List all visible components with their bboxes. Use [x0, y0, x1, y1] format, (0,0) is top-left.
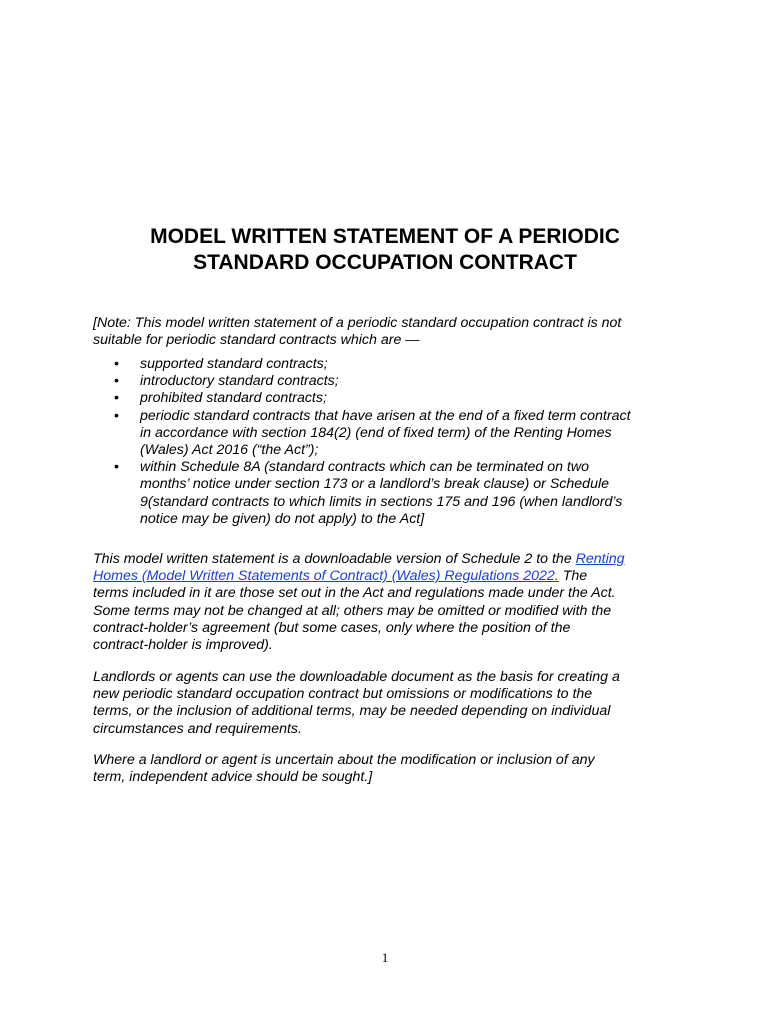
paragraph-text: circumstances and requirements. — [93, 720, 302, 737]
list-item-text: periodic standard contracts that have arisen at the end of a fixed term contract — [140, 407, 631, 424]
paragraph-schedule — [93, 551, 693, 654]
bullet-icon: • — [114, 407, 119, 424]
note-intro — [93, 315, 693, 349]
title-line-1: MODEL WRITTEN STATEMENT OF A PERIODIC — [150, 225, 620, 248]
paragraph-text: contract-holder’s agreement (but some cases, only where the position of the — [93, 619, 571, 636]
paragraph-text: terms, or the inclusion of additional terms, may be needed depending on individual — [93, 703, 611, 720]
paragraph-text: Some terms may not be changed at all; others may be omitted or modified with the — [93, 602, 612, 619]
paragraph-landlords — [93, 669, 693, 738]
bullet-icon: • — [114, 356, 119, 372]
paragraph-text: terms included in it are those set out in the Act and regulations made under the Act. — [93, 585, 616, 602]
list-item-text: in accordance with section 184(2) (end of fixed term) of the Renting Homes — [140, 424, 612, 441]
paragraph-advice — [93, 752, 693, 786]
paragraph-text: new periodic standard occupation contract but omissions or modifications to the — [93, 686, 593, 703]
title-line-2: STANDARD OCCUPATION CONTRACT — [193, 251, 577, 274]
paragraph-text: The — [558, 568, 588, 585]
bullet-icon: • — [114, 373, 119, 390]
regulations-link[interactable]: Renting — [575, 551, 625, 567]
list-item-text: supported standard contracts; — [140, 356, 328, 372]
list-item-text: within Schedule 8A (standard contracts which can be terminated on two — [140, 459, 589, 476]
exclusion-list — [93, 356, 693, 528]
note-intro-line-2: suitable for periodic standard contracts which are — — [93, 332, 420, 349]
paragraph-text: Where a landlord or agent is uncertain about the modification or inclusion of any — [93, 752, 595, 768]
list-item-text: months’ notice under section 173 or a landlord’s break clause) or Schedule — [140, 476, 609, 493]
regulations-link[interactable]: Homes (Model Written Statements of Contract) (Wales) Regulations 2022. — [93, 568, 559, 585]
paragraph-text: This model written statement is a downloadable version of Schedule 2 to the — [93, 551, 576, 567]
page-number: 1 — [381, 950, 389, 965]
list-item-text: (Wales) Act 2016 (“the Act”); — [140, 442, 319, 459]
document-title — [0, 224, 770, 276]
paragraph-text: term, independent advice should be sought.] — [93, 769, 373, 786]
bullet-icon: • — [114, 390, 119, 407]
list-item-text: prohibited standard contracts; — [140, 390, 327, 407]
bullet-icon: • — [114, 459, 119, 476]
list-item — [93, 356, 693, 373]
list-item — [93, 390, 693, 407]
list-item-text: introductory standard contracts; — [140, 373, 339, 390]
list-item — [93, 373, 693, 390]
paragraph-text: contract-holder is improved). — [93, 637, 273, 654]
list-item — [93, 408, 693, 460]
paragraph-text: Landlords or agents can use the downloadable document as the basis for creating a — [93, 669, 620, 685]
list-item — [93, 459, 693, 528]
list-item-text: 9(standard contracts to which limits in sections 175 and 196 (when landlord’s — [140, 493, 623, 510]
list-item-text: notice may be given) do not apply) to the Act] — [140, 510, 425, 527]
note-intro-line-1: [Note: This model written statement of a periodic standard occupation contract is not — [93, 315, 622, 331]
